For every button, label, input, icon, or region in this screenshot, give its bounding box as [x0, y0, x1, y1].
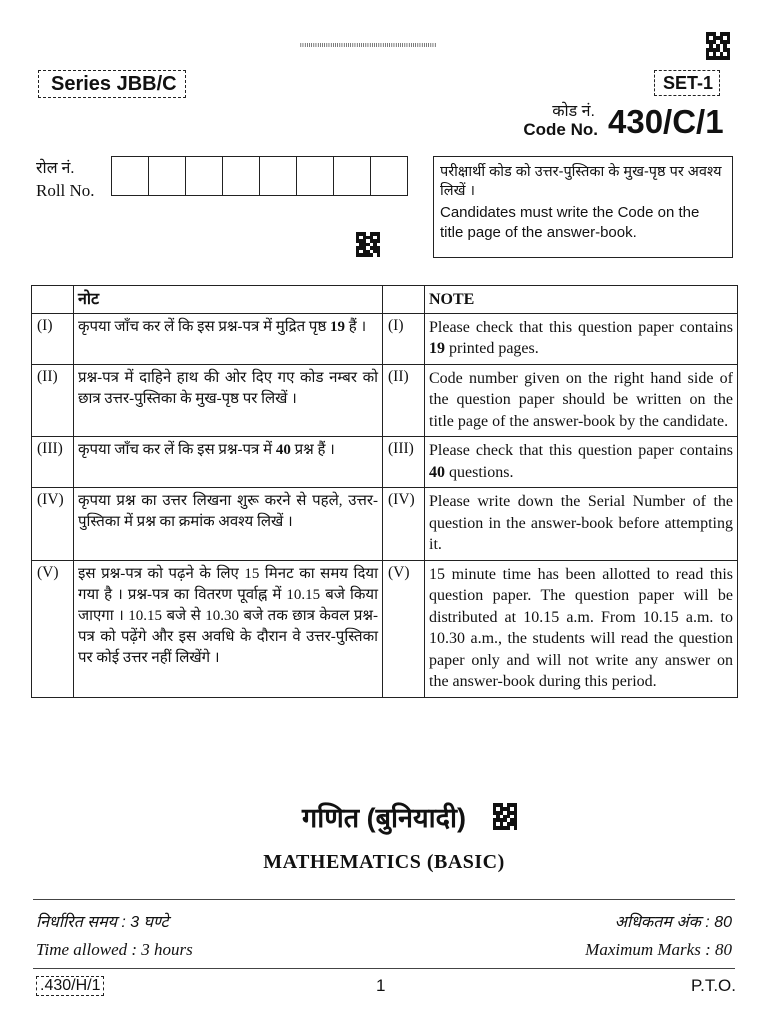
- instruction-number: (IV): [32, 488, 74, 561]
- note-heading-english: NOTE: [425, 286, 738, 314]
- instruction-row: [32, 560, 738, 697]
- roll-digit-box[interactable]: [334, 157, 371, 195]
- roll-digit-box[interactable]: [223, 157, 260, 195]
- subject-title-english: MATHEMATICS (BASIC): [263, 851, 505, 873]
- note-heading-hindi: नोट: [74, 286, 383, 314]
- candidate-notice-box: [433, 156, 733, 258]
- instruction-row: [32, 437, 738, 488]
- notice-english: Candidates must write the Code on the title page of the answer-book.: [440, 204, 700, 241]
- time-allowed-english: Time allowed : 3 hours: [36, 940, 193, 959]
- footer-code: .430/H/1: [36, 976, 104, 996]
- roll-label-english: Roll No.: [36, 181, 95, 200]
- instruction-english: Please check that this question paper contains 19 printed pages.: [425, 313, 738, 364]
- please-turn-over: P.T.O.: [690, 976, 736, 995]
- instruction-number: (II): [383, 364, 425, 437]
- instruction-hindi: इस प्रश्न-पत्र को पढ़ने के लिए 15 मिनट का समय दिया गया है । प्रश्न-पत्र का वितरण पूर्वाह्न में 10.15 बजे किया जाएगा । 10.15 बजे से 10.30 बजे तक छात्र केवल प्रश्न-पत्र को पढ़ेंगे और इस अवधि के दौरान वे उत्तर-पुस्तिका पर कोई उत्तर नहीं लिखेंगे ।: [74, 560, 383, 697]
- instruction-hindi: कृपया प्रश्न का उत्तर लिखना शुरू करने से पहले, उत्तर-पुस्तिका में प्रश्न का क्रमांक अवश्य लिखें ।: [74, 488, 383, 561]
- instruction-english: Please write down the Serial Number of the question in the answer-book before attempting it.: [425, 488, 738, 561]
- roll-digit-box[interactable]: [186, 157, 223, 195]
- instruction-number: (IV): [383, 488, 425, 561]
- subject-title-hindi: गणित (बुनियादी): [302, 803, 466, 833]
- code-number: 430/C/1: [608, 103, 724, 140]
- roll-number-boxes[interactable]: [111, 156, 408, 196]
- set-label: SET-1: [654, 70, 720, 96]
- roll-digit-box[interactable]: [371, 157, 408, 195]
- roll-digit-box[interactable]: [112, 157, 149, 195]
- max-marks-hindi: अधिकतम अंक : 80: [614, 914, 732, 931]
- instruction-english: Please check that this question paper contains 40 questions.: [425, 437, 738, 488]
- time-allowed-hindi: निर्धारित समय : 3 घण्टे: [36, 914, 169, 931]
- instruction-number: (I): [383, 313, 425, 364]
- page-number: 1: [376, 976, 386, 995]
- roll-digit-box[interactable]: [260, 157, 297, 195]
- instruction-hindi: कृपया जाँच कर लें कि इस प्रश्न-पत्र में मुद्रित पृष्ठ 19 हैं ।: [74, 313, 383, 364]
- max-marks-english: Maximum Marks : 80: [585, 940, 732, 959]
- instruction-number: (V): [32, 560, 74, 697]
- instruction-row: [32, 364, 738, 437]
- roll-label-hindi: रोल नं.: [36, 160, 75, 177]
- roll-digit-box[interactable]: [149, 157, 186, 195]
- instruction-number: (I): [32, 313, 74, 364]
- qr-code-middle: [356, 232, 380, 257]
- code-label-hindi: कोड नं.: [552, 103, 595, 120]
- instruction-number: (V): [383, 560, 425, 697]
- microprint-line: IIIIIIIIIIIIIIIIIIIIIIIIIIIIIIIIIIIIIIIIIIIIIIIIIIIIIIIIIIIIIII: [300, 43, 437, 49]
- instruction-number: (III): [383, 437, 425, 488]
- notice-hindi: परीक्षार्थी कोड को उत्तर-पुस्तिका के मुख-पृष्ठ पर अवश्य लिखें ।: [440, 164, 722, 199]
- qr-code-top-right: [706, 32, 730, 60]
- instruction-hindi: कृपया जाँच कर लें कि इस प्रश्न-पत्र में 40 प्रश्न हैं ।: [74, 437, 383, 488]
- instructions-table: [31, 285, 738, 698]
- instruction-number: (III): [32, 437, 74, 488]
- series-label: Series JBB/C: [38, 70, 186, 98]
- code-label-english: Code No.: [523, 120, 598, 139]
- instruction-row: [32, 488, 738, 561]
- instruction-english: Code number given on the right hand side of the question paper should be written on the title page of the answer-book by the candidate.: [425, 364, 738, 437]
- instruction-hindi: प्रश्न-पत्र में दाहिने हाथ की ओर दिए गए कोड नम्बर को छात्र उत्तर-पुस्तिका के मुख-पृष्ठ पर लिखें ।: [74, 364, 383, 437]
- instruction-english: 15 minute time has been allotted to read this question paper. The question paper will be distributed at 10.15 a.m. From 10.15 a.m. to 10.30 a.m., the students will read the question paper only and will not write any answer on the answer-book during this period.: [425, 560, 738, 697]
- instruction-number: (II): [32, 364, 74, 437]
- instruction-row: [32, 313, 738, 364]
- instructions-header-row: [32, 286, 738, 314]
- roll-digit-box[interactable]: [297, 157, 334, 195]
- divider-bottom: [33, 968, 735, 969]
- divider-top: [33, 899, 735, 900]
